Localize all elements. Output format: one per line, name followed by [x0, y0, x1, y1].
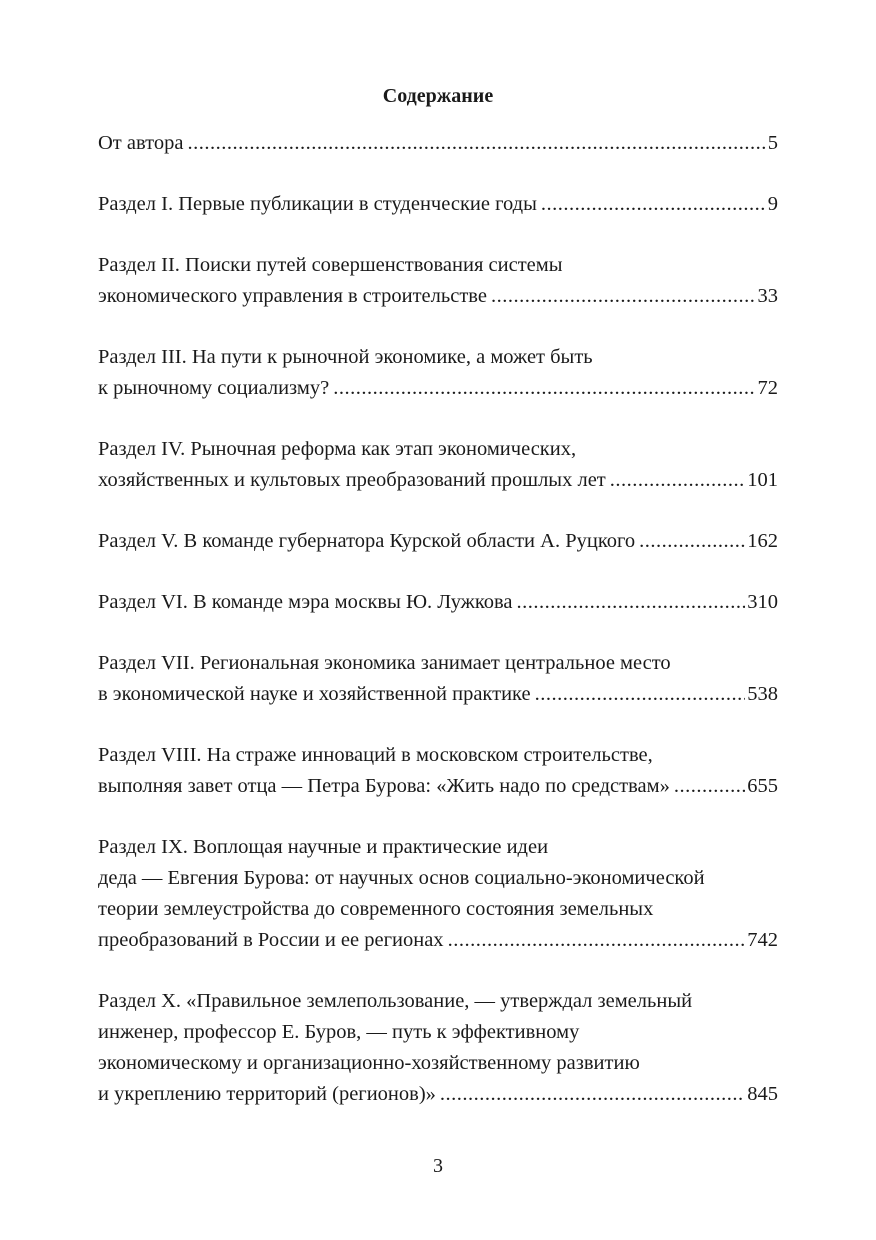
toc-entry[interactable]	[98, 250, 778, 312]
toc-entry-text: к рыночному социализму?	[98, 377, 330, 399]
toc-entry-text: преобразований в России и ее регионах	[98, 929, 444, 951]
toc-page-number: 9	[767, 193, 778, 215]
toc-entry-line: экономическому и организационно-хозяйственному развитию	[98, 1052, 640, 1074]
toc-entry-line: теории землеустройства до современного состояния земельных	[98, 898, 654, 920]
toc-entry-last-line	[98, 526, 778, 557]
toc-entry[interactable]	[98, 648, 778, 710]
dot-leader	[674, 771, 745, 802]
toc-entry-line: Раздел X. «Правильное землепользование, — утверждал земельный	[98, 990, 693, 1012]
toc-entry-text: Раздел V. В команде губернатора Курской области А. Руцкого	[98, 530, 636, 552]
toc-entry-text: Раздел VI. В команде мэра москвы Ю. Лужкова	[98, 591, 513, 613]
dot-leader	[187, 128, 765, 159]
toc-entry-line: Раздел VIII. На страже инноваций в московском строительстве,	[98, 744, 653, 766]
toc-entry-last-line	[98, 281, 778, 312]
dot-leader	[639, 526, 745, 557]
toc-entry-text: От автора	[98, 132, 184, 154]
toc-entry-line: Раздел VII. Региональная экономика занимает центральное место	[98, 652, 671, 674]
toc-entry-text: хозяйственных и культовых преобразований прошлых лет	[98, 469, 606, 491]
toc-entry[interactable]	[98, 128, 778, 159]
toc-entry-text: экономического управления в строительстве	[98, 285, 487, 307]
table-of-contents	[98, 128, 778, 1110]
toc-entry-line: Раздел II. Поиски путей совершенствования системы	[98, 254, 563, 276]
toc-entry-last-line	[98, 771, 778, 802]
toc-page-number: 162	[747, 530, 778, 552]
toc-entry[interactable]	[98, 526, 778, 557]
toc-entry-last-line	[98, 679, 778, 710]
dot-leader	[491, 281, 756, 312]
toc-entry-text: Раздел I. Первые публикации в студенческие годы	[98, 193, 537, 215]
toc-entry-last-line	[98, 128, 778, 159]
toc-page-number: 845	[747, 1083, 778, 1105]
toc-entry[interactable]	[98, 342, 778, 404]
dot-leader	[333, 373, 755, 404]
toc-entry-line: Раздел III. На пути к рыночной экономике, а может быть	[98, 346, 593, 368]
toc-page-number: 655	[747, 775, 778, 797]
toc-entry-text: и укреплению территорий (регионов)»	[98, 1083, 436, 1105]
toc-entry-last-line	[98, 189, 778, 220]
dot-leader	[517, 587, 746, 618]
page-title: Содержание	[382, 85, 494, 107]
toc-entry-line: деда — Евгения Бурова: от научных основ социально-экономической	[98, 867, 705, 889]
toc-page-number: 33	[757, 285, 778, 307]
toc-page-number: 310	[747, 591, 778, 613]
toc-entry-last-line	[98, 925, 778, 956]
toc-entry[interactable]	[98, 740, 778, 802]
toc-entry-text: в экономической науке и хозяйственной практике	[98, 683, 531, 705]
dot-leader	[448, 925, 746, 956]
toc-page-number: 538	[747, 683, 778, 705]
toc-page-number: 742	[747, 929, 778, 951]
dot-leader	[440, 1079, 745, 1110]
toc-page-number: 101	[747, 469, 778, 491]
toc-entry[interactable]	[98, 986, 778, 1110]
dot-leader	[535, 679, 746, 710]
toc-entry-line: Раздел IX. Воплощая научные и практические идеи	[98, 836, 549, 858]
toc-entry-last-line	[98, 465, 778, 496]
toc-entry-line: Раздел IV. Рыночная реформа как этап экономических,	[98, 438, 577, 460]
toc-entry[interactable]	[98, 832, 778, 956]
toc-entry-last-line	[98, 373, 778, 404]
toc-entry[interactable]	[98, 189, 778, 220]
toc-entry-last-line	[98, 1079, 778, 1110]
toc-entry[interactable]	[98, 587, 778, 618]
toc-entry-text: выполняя завет отца — Петра Бурова: «Жить надо по средствам»	[98, 775, 670, 797]
toc-entry-last-line	[98, 587, 778, 618]
toc-page-number: 72	[757, 377, 778, 399]
page-number: 3	[433, 1155, 443, 1177]
toc-entry-line: инженер, профессор Е. Буров, — путь к эффективному	[98, 1021, 580, 1043]
toc-entry[interactable]	[98, 434, 778, 496]
toc-page-number: 5	[767, 132, 778, 154]
dot-leader	[610, 465, 746, 496]
dot-leader	[541, 189, 766, 220]
